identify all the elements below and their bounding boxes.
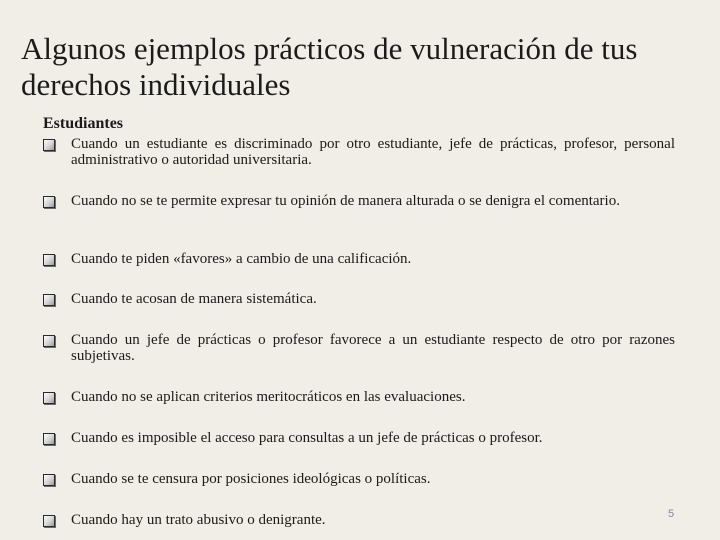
list-item-text: Cuando no se aplican criterios meritocráticos en las evaluaciones.: [71, 389, 466, 405]
list-item-text: Cuando te acosan de manera sistemática.: [71, 291, 317, 307]
square-bullet-icon: [43, 294, 55, 306]
list-item: [43, 136, 675, 168]
slide-title: Algunos ejemplos prácticos de vulneración de tus derechos individuales: [21, 31, 638, 102]
list-item-text: Cuando no se te permite expresar tu opinión de manera alturada o se denigra el comentario.: [71, 193, 620, 209]
square-bullet-icon: [43, 335, 55, 347]
list-item-text: Cuando te piden «favores» a cambio de una calificación.: [71, 251, 412, 267]
square-bullet-icon: [43, 392, 55, 404]
square-bullet-icon: [43, 474, 55, 486]
list-item-text: Cuando hay un trato abusivo o denigrante.: [71, 512, 326, 528]
square-bullet-icon: [43, 254, 55, 266]
list-item: [43, 193, 675, 209]
list-item: [43, 430, 675, 446]
list-item: [43, 251, 675, 267]
square-bullet-icon: [43, 433, 55, 445]
page-number: 5: [668, 508, 675, 520]
square-bullet-icon: [43, 196, 55, 208]
list-item: [43, 332, 675, 364]
list-item-text: Cuando un jefe de prácticas o profesor favorece a un estudiante respecto de otro por razones subjetivas.: [71, 332, 675, 364]
list-item: [43, 389, 675, 405]
list-item: [43, 471, 675, 487]
list-item-text: Cuando se te censura por posiciones ideológicas o políticas.: [71, 471, 431, 487]
list-item: [43, 291, 675, 307]
list-item-text: Cuando un estudiante es discriminado por otro estudiante, jefe de prácticas, profesor, personal administrativo o autoridad universitaria.: [71, 136, 675, 168]
square-bullet-icon: [43, 515, 55, 527]
square-bullet-icon: [43, 139, 55, 151]
list-item: [43, 512, 675, 528]
list-item-text: Cuando es imposible el acceso para consultas a un jefe de prácticas o profesor.: [71, 430, 543, 446]
section-heading: Estudiantes: [43, 115, 124, 132]
